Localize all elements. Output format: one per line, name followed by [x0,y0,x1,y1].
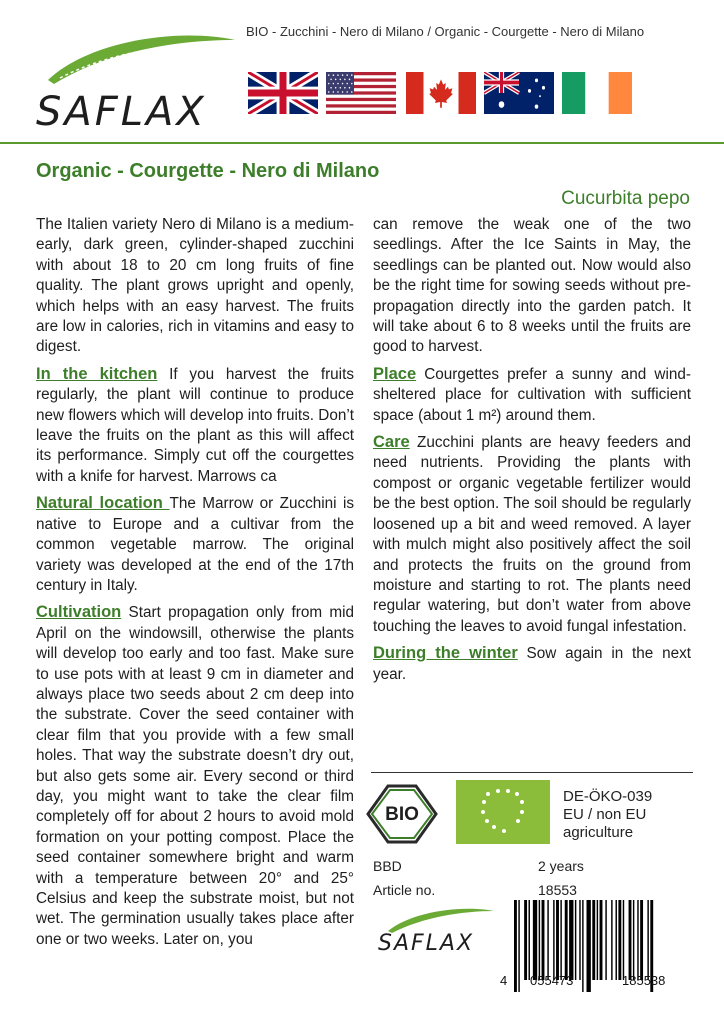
barcode-bar [565,900,568,980]
kitchen-text: If you harvest the fruits regularly, the plant will continue to produce new flowers which will develop into fruits. Don’t leave the fruits on the plant as this will affect its performance. Simply cut off the courgettes with a knife for harvest. Marrows ca [36,365,354,485]
barcode-digits-left: 055473 [530,973,574,988]
natural-location-text: The Marrow or Zucchini is native to Europe and a cultivar from the common vegetable marrow. The original variety was developed at the end of the 17th century in Italy. [36,495,354,594]
barcode-bar [587,900,591,992]
place-text: Courgettes prefer a sunny and wind-sheltered place for cultivation with sufficient space (about 1 m²) around them. [373,365,691,424]
barcode-bar [629,900,632,980]
care-text: Zucchini plants are heavy feeders and need nutrients. Providing the plants with compost or organic vegetable fertilizer would be the best option. The soil should be regularly loosened up a bit and weed removed. A layer with mulch might also positively affect the soil and protects the fruits on the ground from moisture and starting to rot. The plants need regular watering, but don’t water from above touching the leaves to avoid fungal infestation. [373,434,691,635]
barcode-bar [553,900,554,980]
header-divider [0,142,724,144]
australia-flag-icon [484,72,554,114]
care-heading: Care [373,433,410,452]
barcode-bar [611,900,612,980]
barcode-bar [579,900,580,980]
care-section [373,432,691,637]
barcode-bar [524,900,527,980]
bottom-brand-wordmark: SAFLAX [378,931,475,956]
control-body-code: DE-ÖKO-039 [563,788,653,805]
natural-location-heading: Natural location [36,494,170,513]
cultivation-heading: Cultivation [36,603,122,622]
barcode-bar [529,900,530,980]
agriculture-origin: EU / non EU [563,806,647,823]
saflax-bottom-logo [378,905,498,965]
barcode-bar [618,900,621,980]
cultivation-text: Start propagation only from mid April on the windowsill, otherwise the plants will develop too early and too fast. Make sure to use pots with at least 9 cm in diameter and always place two seeds about 2 cm deep into the substrate. Cover the seed container with clear film that you provide with a few small holes. That way the substrate doesn’t dry out, but also gets some air. Every second or third day, you might want to take the clear film completely off for about 2 hours to avoid mold formation on your potting compost. Place the seed container somewhere bright and warm with a temperature between 20° and 25° Celsius and keep the substrate moist, but not wet. The germination usually takes place after one or two weeks. Later on, you [36,604,354,948]
kitchen-heading: In the kitchen [36,364,158,383]
eu-organic-leaf-icon [456,780,550,844]
bbd-value: 2 years [538,858,584,874]
article-number-value: 18553 [538,882,577,898]
latin-name: Cucurbita pepo [561,188,690,209]
natural-location-section [36,493,354,596]
bbd-label: BBD [373,858,402,874]
barcode-bar [592,900,595,980]
barcode-bar [623,900,624,980]
left-text-column [36,215,354,956]
kitchen-section [36,364,354,487]
barcode-bar [533,900,537,980]
bio-seal-icon [366,784,438,844]
barcode-bar [569,900,573,980]
united-states-flag-icon [326,72,396,114]
ireland-flag-icon [562,72,632,114]
winter-heading: During the winter [373,644,518,663]
barcode-bar [556,900,559,980]
product-title: Organic - Courgette - Nero di Milano [36,160,380,182]
barcode-bar [542,900,545,980]
barcode-digits-right: 185538 [622,973,666,988]
barcode-bar [539,900,540,980]
barcode-bar [637,900,638,980]
cultivation-continued: can remove the weak one of the two seedlings. After the Ice Saints in May, the seedlings can be planted out. Now would also be the right time for sowing seeds without pre-propagation directly into the garden patch. It will take about 6 to 8 weeks until the fruits are good to harvest. [373,216,691,356]
barcode-bar [597,900,598,980]
product-topline: BIO - Zucchini - Nero di Milano / Organic - Courgette - Nero di Milano [246,24,645,39]
barcode-bar [640,900,643,980]
saflax-logo [30,30,240,135]
winter-section [373,643,691,685]
right-text-column [373,215,691,691]
barcode-bar [514,900,517,992]
barcode-bar [560,900,561,980]
barcode-bar [647,900,648,980]
article-number-label: Article no. [373,882,436,898]
cultivation-section [36,602,354,950]
barcode-bar [547,900,548,980]
barcode-bar [518,900,519,992]
barcode-bar [605,900,606,980]
intro-paragraph: The Italien variety Nero di Milano is a medium-early, dark green, cylinder-shaped zucchini with about 18 to 20 cm long fruits of fine quality. The plant grows upright and openly, which helps with an easy harvest. The fruits are low in calories, rich in vitamins and easy to digest. [36,216,354,356]
agriculture-label: agriculture [563,824,634,841]
certification-text [563,788,652,842]
bio-seal-label: BIO [385,804,419,825]
brand-wordmark: SAFLAX [36,89,207,135]
leaf-swoosh-icon [30,30,240,90]
barcode-bar [633,900,634,980]
barcode-bar [582,900,583,992]
barcode-digit-first: 4 [500,973,508,988]
united-kingdom-flag-icon [248,72,318,114]
barcode-bar [600,900,603,980]
winter-text: Sow again in the next year. [373,645,691,683]
place-section [373,364,691,426]
certification-divider [371,772,693,773]
place-heading: Place [373,364,417,383]
canada-flag-icon [406,72,476,114]
barcode-bar [616,900,617,980]
barcode-bar [575,900,576,980]
